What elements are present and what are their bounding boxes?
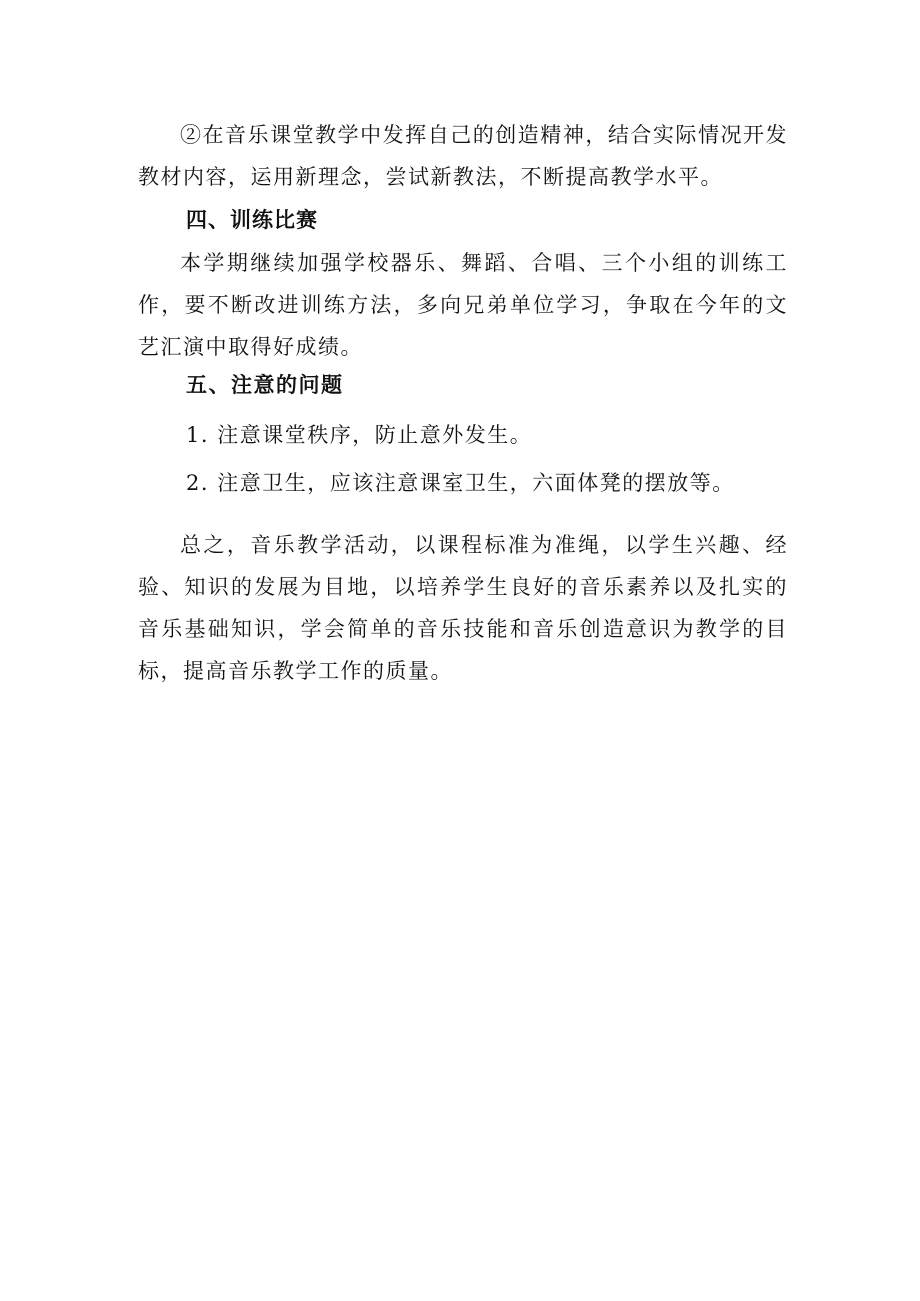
list-item-classroom-order: 1. 注意课堂秩序，防止意外发生。 [186,423,533,447]
paragraph-training-competition: 本学期继续加强学校器乐、舞蹈、合唱、三个小组的训练工作，要不断改进训练方法，多向兄弟单位学习，争取在今年的文艺汇演中取得好成绩。 [138,251,788,359]
list-item-hygiene: 2. 注意卫生，应该注意课室卫生，六面体凳的摆放等。 [186,471,735,495]
section-heading-attention-issues: 五、注意的问题 [186,372,344,397]
paragraph-summary: 总之，音乐教学活动，以课程标准为准绳，以学生兴趣、经验、知识的发展为目地，以培养学生良好的音乐素养以及扎实的音乐基础知识，学会简单的音乐技能和音乐创造意识为教学的目标，提高音乐教学工作的质量。 [138,533,788,683]
paragraph-teaching-innovation: ②在音乐课堂教学中发挥自己的创造精神，结合实际情况开发教材内容，运用新理念，尝试新教法，不断提高教学水平。 [138,123,788,189]
section-heading-training-competition: 四、训练比赛 [186,208,318,232]
